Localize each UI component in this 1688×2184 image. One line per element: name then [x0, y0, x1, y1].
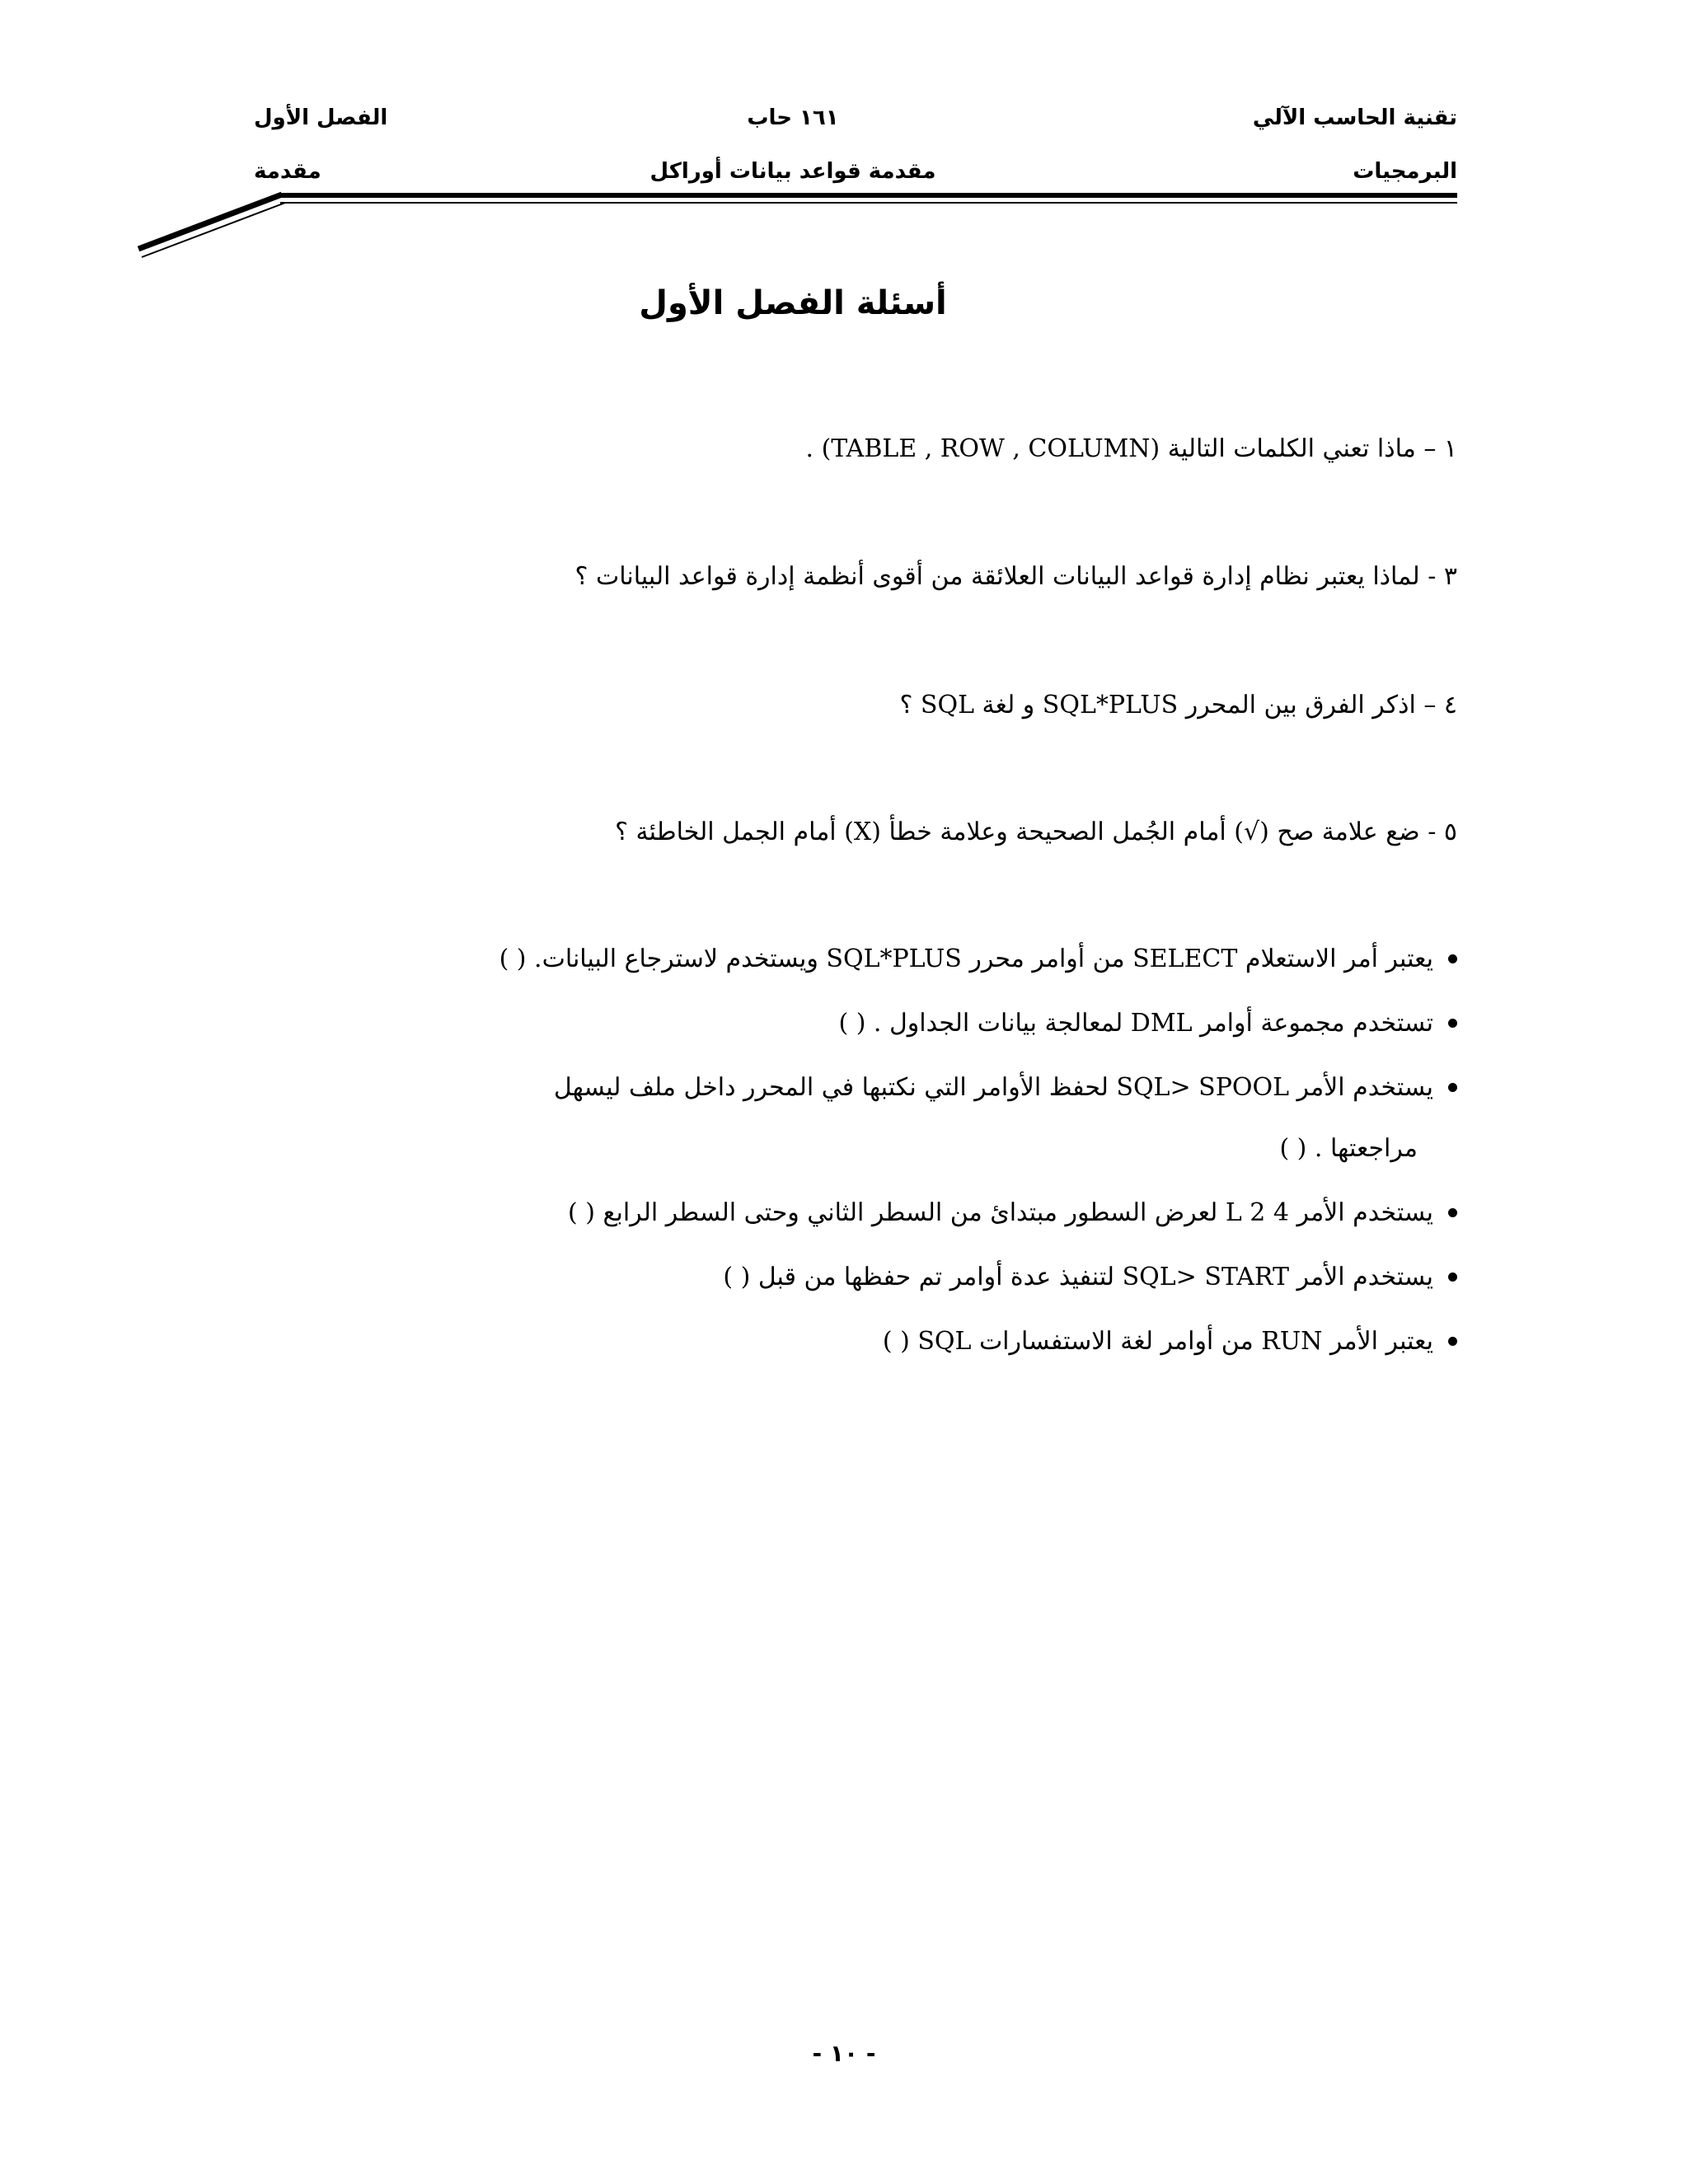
- list-item: [838, 1007, 1457, 1040]
- question-5: ٥ - ضع علامة صح (√) أمام الجُمل الصحيحة وعلامة خطأ (X) أمام الجمل الخاطئة ؟: [615, 818, 1457, 846]
- bullet-icon: [1448, 1208, 1457, 1217]
- header-section: مقدمة: [254, 159, 321, 184]
- header-rule-slash: [134, 188, 290, 262]
- list-item-text: تستخدم مجموعة أوامر DML لمعالجة بيانات الجداول . ( ): [838, 1009, 1433, 1038]
- list-item-text: يعتبر أمر الاستعلام SELECT من أوامر محرر SQL*PLUS ويستخدم لاسترجاع البيانات. ( ): [499, 944, 1433, 973]
- list-item: [883, 1325, 1457, 1358]
- bullet-icon: [1448, 1083, 1457, 1092]
- page-title: أسئلة الفصل الأول: [639, 284, 947, 322]
- header-department: البرمجيات: [1353, 159, 1457, 184]
- header-course-name: تقنية الحاسب الآلي: [1252, 105, 1457, 130]
- page-number: - ١٠ -: [812, 2040, 876, 2067]
- list-item-text: يستخدم الأمر SQL> SPOOL لحفظ الأوامر التي نكتبها في المحرر داخل ملف ليسهل: [553, 1073, 1433, 1102]
- bullet-icon: [1448, 954, 1457, 963]
- list-item: [568, 1197, 1457, 1230]
- list-item: [554, 1071, 1457, 1104]
- list-item-text: يستخدم الأمر SQL> START لتنفيذ عدة أوامر تم حفظها من قبل ( ): [723, 1263, 1433, 1291]
- header-book-title: مقدمة قواعد بيانات أوراكل: [649, 159, 936, 184]
- header-rule-thick: [280, 193, 1457, 198]
- bullet-icon: [1448, 1337, 1457, 1346]
- list-item: [499, 943, 1457, 976]
- question-4: ٤ – اذكر الفرق بين المحرر SQL*PLUS و لغة SQL ؟: [899, 691, 1457, 719]
- list-item-text: يستخدم الأمر L 2 4 لعرض السطور مبتدائ من السطر الثاني وحتى السطر الرابع ( ): [568, 1198, 1433, 1227]
- question-3: ٣ - لماذا يعتبر نظام إدارة قواعد البيانات العلائقة من أقوى أنظمة إدارة قواعد البيانات ؟: [574, 562, 1457, 591]
- header-course-code: ١٦١ حاب: [747, 105, 839, 130]
- list-item-text: مراجعتها . ( ): [1279, 1134, 1418, 1163]
- list-item-text: يعتبر الأمر RUN من أوامر لغة الاستفسارات SQL ( ): [882, 1327, 1433, 1356]
- question-1: ١ – ماذا تعني الكلمات التالية (TABLE , ROW , COLUMN) .: [805, 434, 1457, 463]
- bullet-icon: [1448, 1272, 1457, 1282]
- header-rule-thin: [280, 202, 1457, 204]
- header-chapter: الفصل الأول: [254, 105, 388, 130]
- list-item: [723, 1261, 1457, 1294]
- list-item-continuation: [1279, 1132, 1418, 1165]
- bullet-icon: [1448, 1019, 1457, 1028]
